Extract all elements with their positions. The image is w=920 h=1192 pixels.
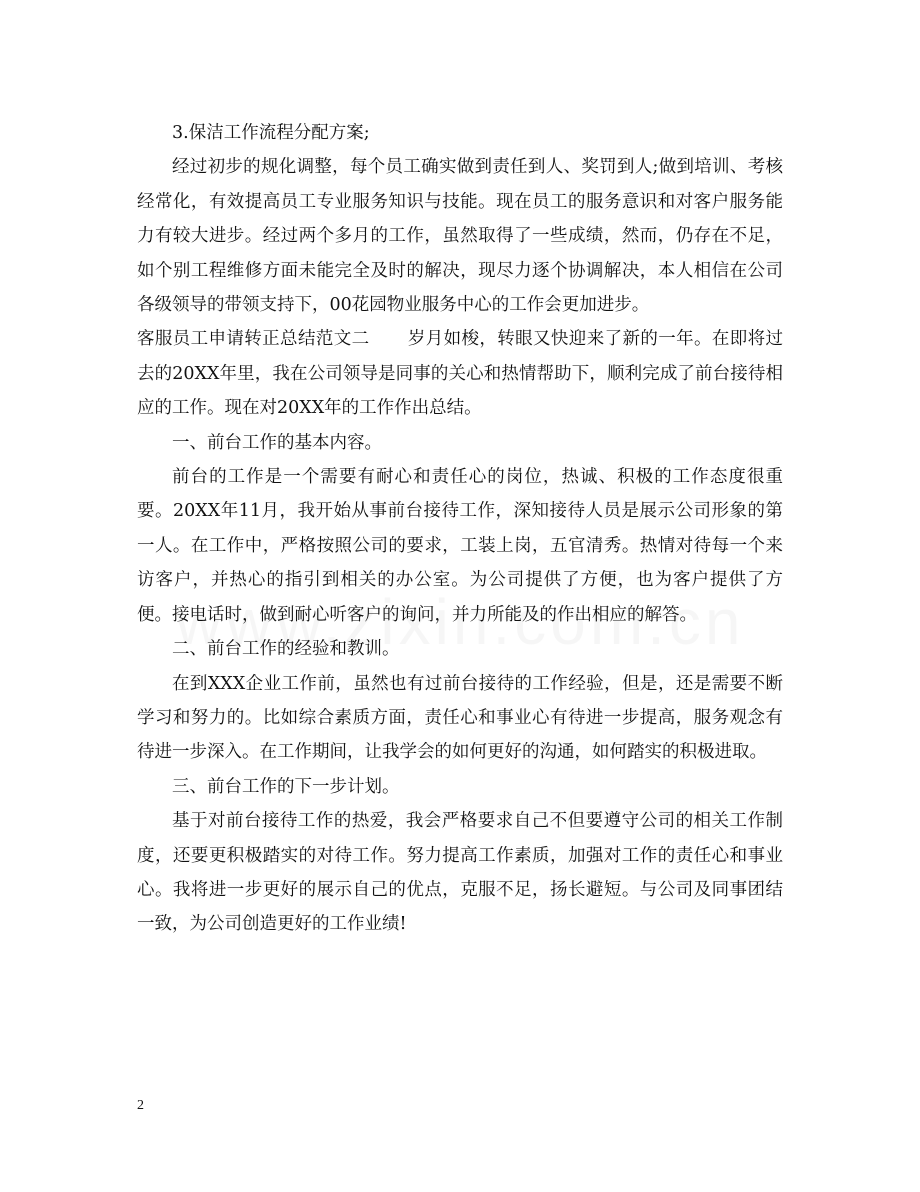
paragraph-next-plan: 基于对前台接待工作的热爱，我会严格要求自己不但要遵守公司的相关工作制度，还要更积极踏实的对待工作。努力提高工作素质，加强对工作的责任心和事业心。我将进一步更好的展示自己的优点，克服不足，扬长避短。与公司及同事团结一致，为公司创造更好的工作业绩! [137,811,783,935]
paragraph-cleaning-plan: 3.保洁工作流程分配方案; [172,123,370,143]
essay-intro: 岁月如梭，转眼又快迎来了新的一年。在即将过去的20XX年里，我在公司领导是同事的关心和热情帮助下，顺利完成了前台接待相应的工作。现在对20XX年的工作作出总结。 [137,329,784,419]
paragraph-progress-summary: 经过初步的规化调整，每个员工确实做到责任到人、奖罚到人;做到培训、考核经常化，有效提高员工专业服务知识与技能。现在员工的服务意识和对客户服务能力有较大进步。经过两个多月的工作，虽然取得了一些成绩，然而，仍存在不足，如个别工程维修方面未能完全及时的解决，现尽力逐个协调解决，本人相信在公司各级领导的带领支持下，00花园物业服务中心的工作会更加进步。 [137,157,783,316]
paragraph-basic-content: 前台的工作是一个需要有耐心和责任心的岗位，热诚、积极的工作态度很重要。20XX年11月，我开始从事前台接待工作，深知接待人员是展示公司形象的第一人。在工作中，严格按照公司的要求，工装上岗，五官清秀。热情对待每一个来访客户，并热心的指引到相关的办公室。为公司提供了方便，也为客户提供了方便。接电话时，做到耐心听客户的询问，并力所能及的作出相应的解答。 [137,467,783,625]
paragraph-essay-two [137,322,783,425]
essay-title: 客服员工申请转正总结范文二 [137,329,370,350]
paragraph-experience: 在到XXX企业工作前，虽然也有过前台接待的工作经验，但是，还是需要不断学习和努力的。比如综合素质方面，责任心和事业心有待进一步提高，服务观念有待进一步深入。在工作期间，让我学会的如何更好的沟通，如何踏实的积极进取。 [137,673,783,763]
document-body [137,116,783,942]
section-heading-basic-content: 一、前台工作的基本内容。 [172,432,382,453]
page-number: 2 [137,1098,144,1113]
section-heading-next-plan: 三、前台工作的下一步计划。 [172,776,400,797]
section-heading-experience: 二、前台工作的经验和教训。 [172,639,400,660]
